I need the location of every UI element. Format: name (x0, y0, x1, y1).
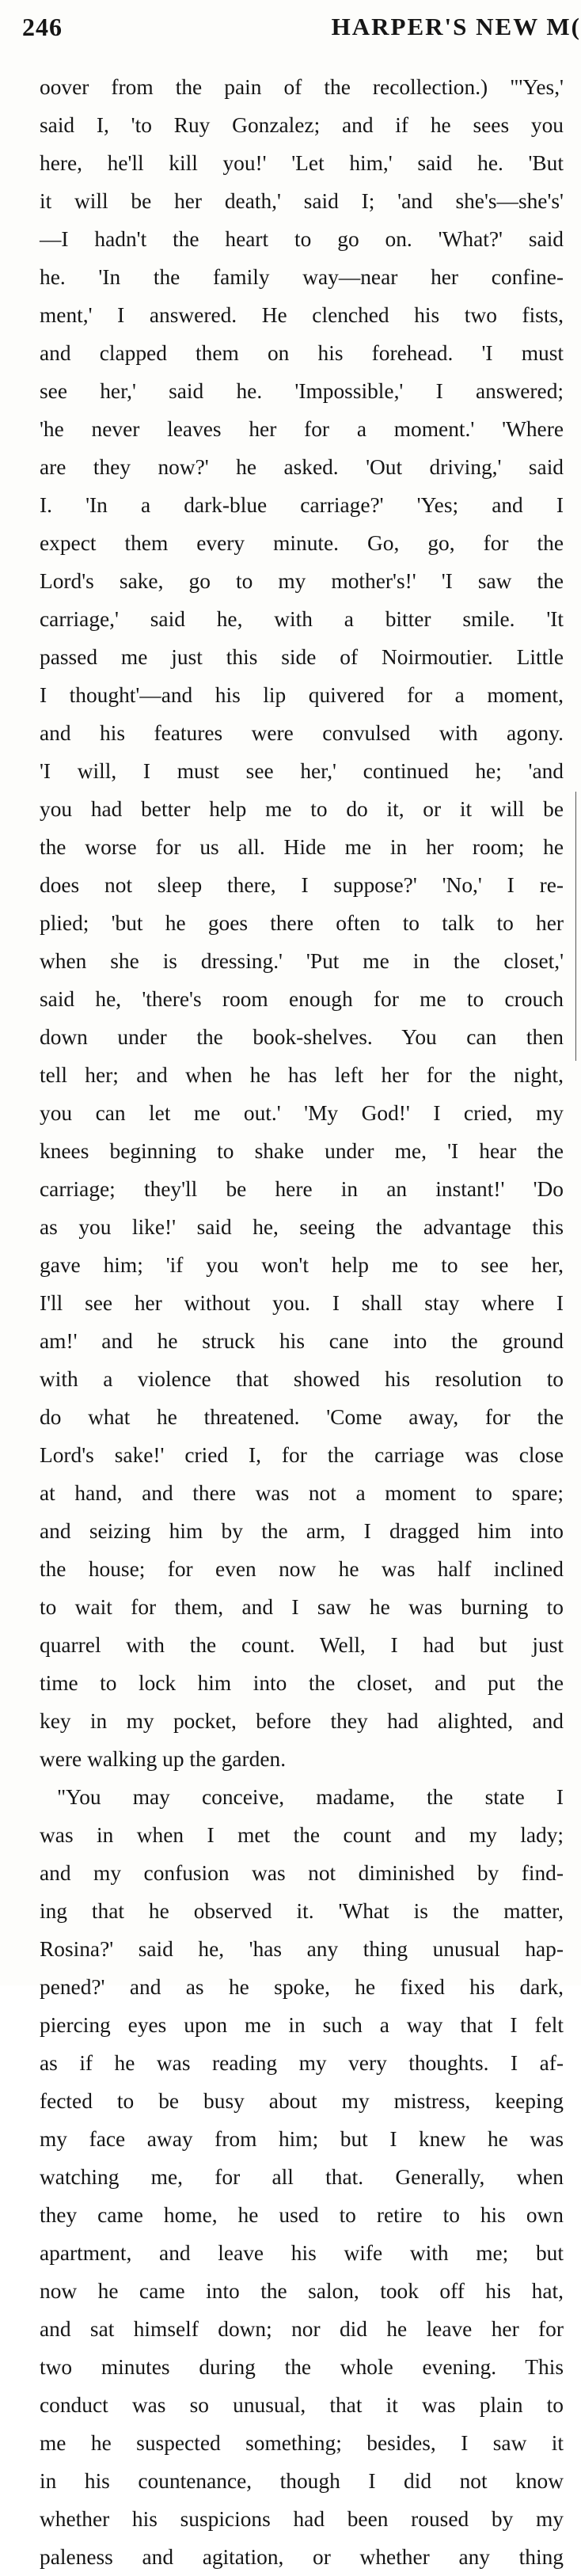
text-line: tell her; and when he has left her for the night, (40, 1063, 564, 1087)
text-line: two minutes during the whole evening. This (40, 2355, 564, 2379)
text-line: am!' and he struck his cane into the ground (40, 1329, 564, 1353)
text-line: when she is dressing.' 'Put me in the closet,' (40, 949, 564, 973)
text-line: I. 'In a dark-blue carriage?' 'Yes; and I (40, 493, 564, 517)
text-line: are they now?' he asked. 'Out driving,' said (40, 455, 564, 479)
column-divider-rule (575, 792, 576, 1061)
text-line: fected to be busy about my mistress, keeping (40, 2089, 564, 2113)
text-line: they came home, he used to retire to his own (40, 2203, 564, 2227)
text-line: and my confusion was not diminished by find- (40, 1861, 564, 1885)
text-line: me he suspected something; besides, I saw it (40, 2431, 564, 2455)
text-line: carriage,' said he, with a bitter smile. 'It (40, 607, 564, 631)
text-line: gave him; 'if you won't help me to see her, (40, 1253, 564, 1277)
text-line: my face away from him; but I knew he was (40, 2127, 564, 2151)
text-line: ment,' I answered. He clenched his two fists, (40, 303, 564, 327)
text-line: 'he never leaves her for a moment.' 'Where (40, 417, 564, 441)
text-line: said he, 'there's room enough for me to crouch (40, 987, 564, 1011)
text-line: —I hadn't the heart to go on. 'What?' said (40, 227, 564, 251)
text-line: expect them every minute. Go, go, for the (40, 531, 564, 555)
text-line: at hand, and there was not a moment to spare; (40, 1481, 564, 1505)
journal-title: HARPER'S NEW M( (331, 13, 581, 40)
text-line: he. 'In the family way—near her confine- (40, 265, 564, 289)
text-line: and his features were convulsed with agony. (40, 721, 564, 745)
text-line: and seizing him by the arm, I dragged him into (40, 1519, 564, 1543)
text-line: watching me, for all that. Generally, when (40, 2165, 564, 2189)
text-line: key in my pocket, before they had alighted, and (40, 1709, 564, 1733)
text-line: do what he threatened. 'Come away, for the (40, 1405, 564, 1429)
text-line: 'I will, I must see her,' continued he; 'and (40, 759, 564, 783)
text-line: quarrel with the count. Well, I had but just (40, 1633, 564, 1657)
text-line: piercing eyes upon me in such a way that I felt (40, 2013, 564, 2037)
text-line: in his countenance, though I did not know (40, 2469, 564, 2493)
text-line: as if he was reading my very thoughts. I af- (40, 2051, 564, 2075)
text-line: knees beginning to shake under me, 'I hear the (40, 1139, 564, 1163)
text-line: and clapped them on his forehead. 'I must (40, 341, 564, 365)
text-line: Lord's sake!' cried I, for the carriage was close (40, 1443, 564, 1467)
page-number: 246 (22, 13, 63, 41)
text-line: carriage; they'll be here in an instant!' 'Do (40, 1177, 564, 1201)
text-line: the worse for us all. Hide me in her room; he (40, 835, 564, 859)
text-line: it will be her death,' said I; 'and she's—she's' (40, 189, 564, 213)
text-line: said I, 'to Ruy Gonzalez; and if he sees you (40, 113, 564, 137)
text-line: as you like!' said he, seeing the advantage this (40, 1215, 564, 1239)
text-line: and sat himself down; nor did he leave her for (40, 2317, 564, 2341)
text-line: Lord's sake, go to my mother's!' 'I saw the (40, 569, 564, 593)
text-line: now he came into the salon, took off his hat, (40, 2279, 564, 2303)
text-line: apartment, and leave his wife with me; but (40, 2241, 564, 2265)
text-line: was in when I met the count and my lady; (40, 1823, 564, 1847)
text-line: here, he'll kill you!' 'Let him,' said he. 'But (40, 151, 564, 175)
text-column (40, 68, 564, 2576)
running-head (22, 11, 581, 43)
text-line: plied; 'but he goes there often to talk to her (40, 911, 564, 935)
text-line: paleness and agitation, or whether any thing (40, 2545, 564, 2569)
text-line: down under the book-shelves. You can then (40, 1025, 564, 1049)
paragraph-start-line: "You may conceive, madame, the state I (57, 1785, 564, 1809)
text-line: I'll see her without you. I shall stay where I (40, 1291, 564, 1315)
text-line: conduct was so unusual, that it was plain to (40, 2393, 564, 2417)
text-line: does not sleep there, I suppose?' 'No,' I re- (40, 873, 564, 897)
text-line: with a violence that showed his resolution to (40, 1367, 564, 1391)
text-line: whether his suspicions had been roused by my (40, 2507, 564, 2531)
text-line: to wait for them, and I saw he was burning to (40, 1595, 564, 1619)
text-line: ing that he observed it. 'What is the matter, (40, 1899, 564, 1923)
text-line: see her,' said he. 'Impossible,' I answered; (40, 379, 564, 403)
text-line: passed me just this side of Noirmoutier. Little (40, 645, 564, 669)
text-line: you had better help me to do it, or it will be (40, 797, 564, 821)
text-line: time to lock him into the closet, and put the (40, 1671, 564, 1695)
paragraph-end-line: were walking up the garden. (40, 1747, 287, 1771)
text-line: Rosina?' said he, 'has any thing unusual hap- (40, 1937, 564, 1961)
text-line: the house; for even now he was half inclined (40, 1557, 564, 1581)
text-line: I thought'—and his lip quivered for a moment, (40, 683, 564, 707)
text-line: oover from the pain of the recollection.) "'Yes,' (40, 75, 564, 99)
text-line: pened?' and as he spoke, he fixed his dark, (40, 1975, 564, 1999)
text-line: you can let me out.' 'My God!' I cried, my (40, 1101, 564, 1125)
